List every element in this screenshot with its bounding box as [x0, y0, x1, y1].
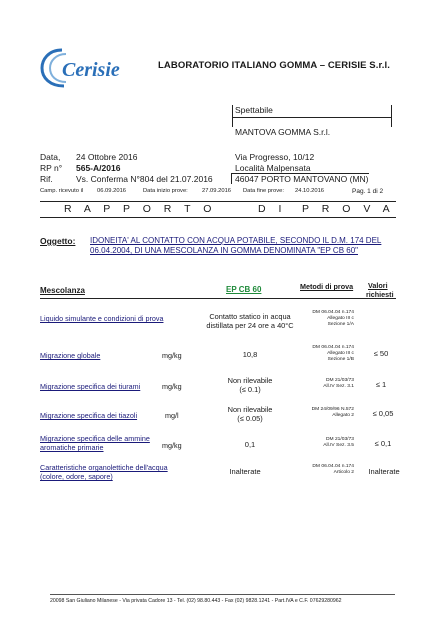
col-sample: EP CB 60: [226, 285, 262, 294]
row-required: ≤ 1: [375, 380, 387, 389]
header-rule: [40, 298, 396, 299]
footer-address: 20098 San Giuliano Milanese - Via privata Cadore 13 - Tel. (02) 98.80.443 - Fax (02) 9828.1241 - Part.IVA e C.F. 07629280962: [50, 598, 342, 604]
recipient-street: Via Progresso, 10/12: [235, 152, 315, 162]
row-param: Liquido simulante e condizioni di prova: [40, 314, 164, 323]
recipient-company: MANTOVA GOMMA S.r.l.: [235, 127, 331, 137]
inizio-label: Data inizio prove:: [143, 188, 188, 194]
footer-rule: [50, 594, 395, 595]
fine-label: Data fine prove:: [243, 188, 284, 194]
row-method: DM 06.04.04 n.174 Allegato III c Sezione 1/B: [312, 345, 354, 362]
row-required: ≤ 0,1: [374, 439, 392, 448]
col-valori-1: Valori: [368, 281, 388, 290]
camp-label: Camp. ricevuto il: [40, 188, 84, 194]
camp-value: 06.09.2016: [97, 188, 127, 194]
row-unit: mg/kg: [162, 351, 182, 360]
date-label: Data,: [40, 152, 61, 162]
recipient-locality: Località Malpensata: [235, 163, 311, 173]
row-result: Inalterate: [229, 467, 261, 476]
recipient-label: Spettabile: [235, 105, 273, 115]
row-method: DM 21/03/73 All.IV Sez. 3.1: [323, 378, 354, 389]
title-word-rapporto: R A P P O R T O: [64, 203, 217, 215]
row-unit: mg/kg: [162, 382, 182, 391]
rif-label: Rif.: [40, 174, 53, 184]
fine-value: 24.10.2016: [295, 188, 325, 194]
row-param: Caratteristiche organolettiche dell'acqua (colore, odore, sapore): [40, 463, 168, 481]
row-param: Migrazione specifica dei tiazoli: [40, 411, 138, 420]
row-required: ≤ 0,05: [372, 409, 394, 418]
company-logo: [40, 46, 128, 88]
title-word-di: D I: [258, 203, 287, 215]
row-method: DM 06.04.04 n.174 Allegato III c Sezione 1/A: [312, 310, 354, 327]
recipient-city: 46047 PORTO MANTOVANO (MN): [231, 173, 369, 184]
report-title: [40, 201, 396, 218]
row-unit: mg/kg: [162, 441, 182, 450]
row-required: Inalterate: [368, 467, 400, 476]
lab-name: LABORATORIO ITALIANO GOMMA – CERISIE S.r.l.: [158, 60, 390, 71]
col-metodi: Metodi di prova: [300, 282, 354, 291]
row-method: DM 06.04.04 n.174 Articolo 2: [312, 464, 354, 475]
row-result: 0,1: [244, 440, 256, 449]
logo-text: Cerisie: [62, 59, 120, 81]
row-param: Migrazione specifica delle ammine aromatiche primarie: [40, 434, 150, 452]
row-result: Non rilevabile (≤ 0.05): [227, 405, 273, 423]
row-method: DM 24/09/96 N.572 Allegato 2: [311, 407, 354, 418]
page-indicator: Pag. 1 di 2: [352, 188, 384, 195]
row-param: Migrazione specifica dei tiurami: [40, 382, 141, 391]
row-result: 10,8: [242, 350, 258, 359]
date-value: 24 Ottobre 2016: [76, 152, 138, 162]
row-param: Migrazione globale: [40, 351, 101, 360]
rif-value: Vs. Conferma N°804 del 21.07.2016: [76, 174, 213, 184]
oggetto-label: Oggetto:: [40, 236, 76, 246]
inizio-value: 27.09.2016: [202, 188, 232, 194]
row-required: ≤ 50: [373, 349, 389, 358]
col-valori-2: richiesti: [366, 290, 394, 299]
oggetto-text: IDONEITA' AL CONTATTO CON ACQUA POTABILE, SECONDO IL D.M. 174 DEL 06.04.2004, DI UNA MESCOLANZA IN GOMMA DENOMINATA "EP CB 60": [90, 236, 382, 255]
recipient-box: [232, 105, 392, 184]
rp-value: 565-A/2016: [76, 163, 121, 173]
rp-label: RP n°: [40, 163, 63, 173]
row-unit: mg/l: [165, 411, 179, 420]
row-result: Non rilevabile (≤ 0.1): [227, 376, 273, 394]
row-result: Contatto statico in acqua distillata per 24 ore a 40°C: [206, 312, 294, 330]
col-mescolanza: Mescolanza: [40, 286, 85, 295]
title-word-prova: P R O V A: [302, 203, 395, 215]
row-method: DM 21/03/73 All.IV Sez. 3.5: [323, 437, 354, 448]
